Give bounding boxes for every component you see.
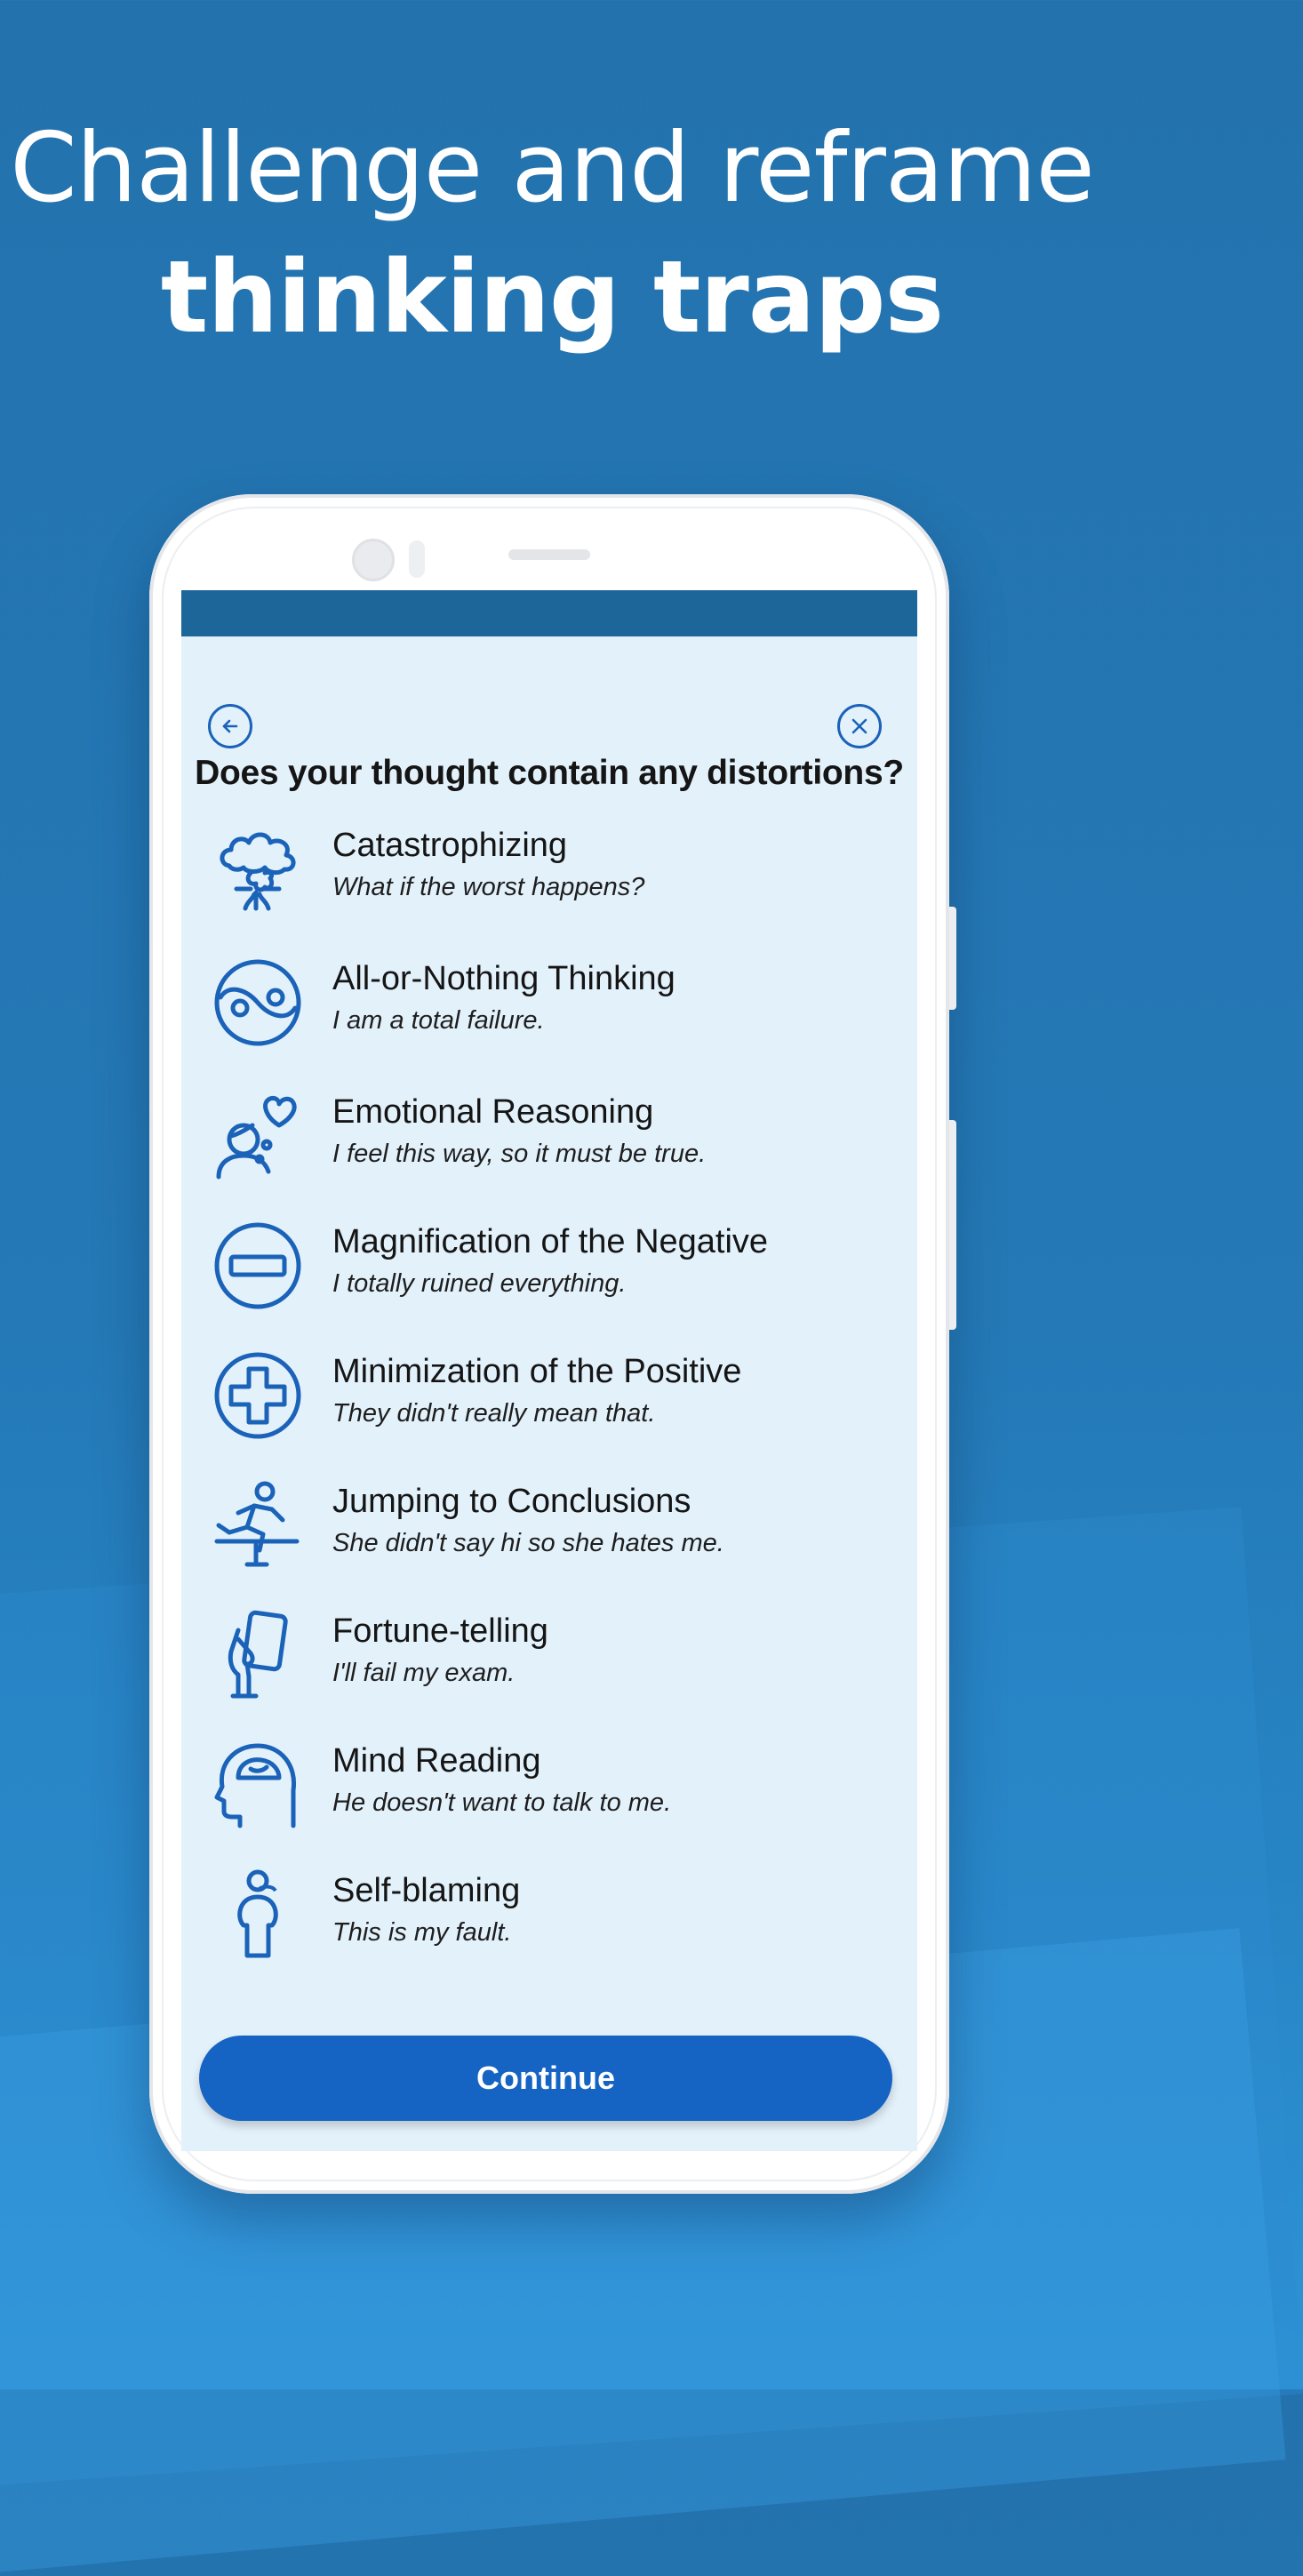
app-content [181,636,917,2151]
list-item[interactable] [181,956,917,1063]
hurdle-jumper-icon [212,1479,304,1572]
yin-yang-icon [212,956,304,1049]
distortion-title: Magnification of the Negative [332,1223,769,1260]
app-screen [181,590,917,2151]
distortion-example: They didn't really mean that. [332,1399,656,1428]
arrow-left-circle-icon[interactable] [208,704,252,748]
headline-line-2: thinking traps [160,240,944,356]
distortion-title: Mind Reading [332,1742,541,1780]
list-item[interactable] [181,1739,917,1845]
list-item[interactable] [181,1609,917,1716]
headline [0,107,1104,364]
list-item[interactable] [181,1479,917,1586]
volume-button [949,1120,956,1330]
list-item[interactable] [181,1868,917,1975]
distortion-example: He doesn't want to talk to me. [332,1788,672,1817]
phone-frame [149,494,949,2194]
continue-button[interactable]: Continue [199,2036,892,2121]
close-circle-icon[interactable] [837,704,882,748]
question-heading: Does your thought contain any distortions? [195,754,904,792]
distortion-title: Fortune-telling [332,1612,548,1650]
distortion-title: All-or-Nothing Thinking [332,960,675,997]
headline-line-1: Challenge and reframe [10,113,1094,224]
person-heart-thought-icon [212,1090,304,1182]
distortion-example: I totally ruined everything. [332,1269,627,1298]
distortion-title: Catastrophizing [332,827,568,864]
list-item[interactable] [181,1349,917,1456]
distortion-title: Minimization of the Positive [332,1353,742,1390]
hand-card-icon [212,1609,304,1701]
next-item-icon [256,1877,277,1894]
distortion-example: I am a total failure. [332,1006,545,1035]
distortion-title: Jumping to Conclusions [332,1483,691,1520]
distortion-example: I'll fail my exam. [332,1659,516,1687]
list-item[interactable] [181,823,917,930]
distortion-list [181,823,917,1947]
list-item[interactable] [181,1220,917,1326]
plus-circle-icon [212,1349,304,1442]
distortion-title: Self-blaming [332,1872,521,1909]
camera-icon [352,539,395,581]
power-button [949,907,956,1010]
sensor-icon [409,540,425,578]
minus-circle-icon [212,1220,304,1312]
distortion-title: Emotional Reasoning [332,1093,654,1131]
list-item[interactable] [181,1090,917,1196]
distortion-example: This is my fault. [332,1918,512,1947]
explosion-icon [212,823,304,916]
status-bar [181,590,917,636]
head-brain-icon [212,1739,304,1831]
speaker-grille [508,549,590,560]
distortion-example: What if the worst happens? [332,873,645,901]
distortion-example: I feel this way, so it must be true. [332,1140,707,1168]
distortion-example: She didn't say hi so she hates me. [332,1529,724,1557]
